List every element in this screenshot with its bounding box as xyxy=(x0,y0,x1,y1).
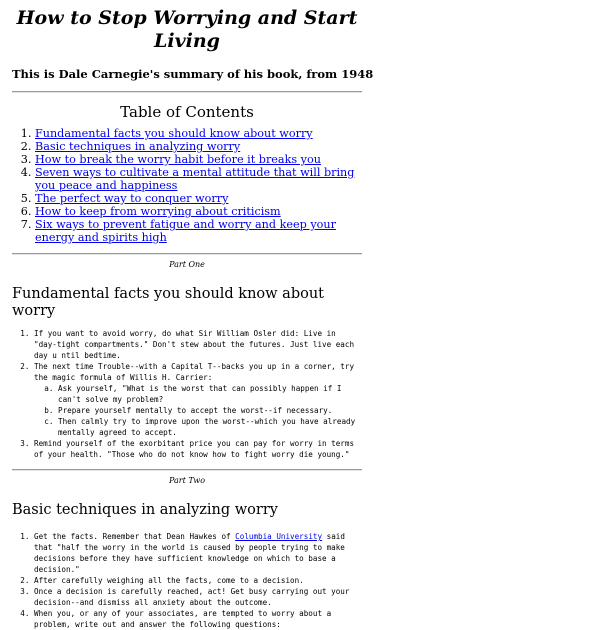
part-one-list xyxy=(12,328,362,460)
list-item-text: Get the facts. Remember that Dean Hawkes of xyxy=(34,532,236,541)
toc-link-1[interactable]: Fundamental facts you should know about worry xyxy=(35,127,313,140)
toc-list xyxy=(12,127,362,244)
page-title: How to Stop Worrying and Start Living xyxy=(16,7,358,52)
divider xyxy=(12,253,362,255)
toc-item xyxy=(35,127,362,140)
toc-link-4[interactable]: Seven ways to cultivate a mental attitude that will bring you peace and happiness xyxy=(35,166,355,192)
toc-link-5[interactable]: The perfect way to conquer worry xyxy=(35,192,229,205)
toc-link-6[interactable]: How to keep from worrying about criticism xyxy=(35,205,281,218)
divider xyxy=(12,91,362,93)
sub-list-item: c. Then calmly try to improve upon the worst--which you have already mentally agreed to accept. xyxy=(58,416,362,438)
toc-item xyxy=(35,140,362,153)
list-item: 3. Once a decision is carefully reached, act! Get busy carrying out your decision--and dismiss all anxiety about the outcome. xyxy=(34,586,362,608)
sub-list xyxy=(34,383,362,438)
part-two-label: Part Two xyxy=(168,476,206,485)
list-item xyxy=(34,361,362,438)
part-one-label: Part One xyxy=(169,260,205,269)
toc-item xyxy=(35,218,362,244)
list-item-text: The next time Trouble--with a Capital T--backs you up in a corner, try the magic formula of Willis H. Carrier: xyxy=(34,362,355,382)
sub-list-item: b. Prepare yourself mentally to accept the worst--if necessary. xyxy=(58,405,362,416)
list-item xyxy=(34,531,362,575)
toc-item xyxy=(35,205,362,218)
part-two-list xyxy=(12,531,362,630)
part-one-heading: Fundamental facts you should know about worry xyxy=(12,286,325,319)
list-item: 4. When you, or any of your associates, are tempted to worry about a problem, write out and answer the following questions: xyxy=(34,608,362,630)
columbia-university-link[interactable]: Columbia University xyxy=(235,532,323,541)
toc-item xyxy=(35,166,362,192)
toc-item xyxy=(35,192,362,205)
toc-link-7[interactable]: Six ways to prevent fatigue and worry and keep your energy and spirits high xyxy=(35,218,336,244)
list-item: 2. After carefully weighing all the facts, come to a decision. xyxy=(34,575,362,586)
toc-link-2[interactable]: Basic techniques in analyzing worry xyxy=(35,140,241,153)
toc-item xyxy=(35,153,362,166)
list-item: 1. If you want to avoid worry, do what Sir William Osler did: Live in "day-tight compartments." Don't stew about the futures. Just live each day u ntil bedtime. xyxy=(34,328,362,361)
sub-list-item: a. Ask yourself, "What is the worst that can possibly happen if I can't solve my problem? xyxy=(58,383,362,405)
page-subtitle: This is Dale Carnegie's summary of his book, from 1948 xyxy=(12,67,374,81)
divider xyxy=(12,469,362,471)
part-two-heading: Basic techniques in analyzing worry xyxy=(12,502,278,518)
list-item-text: said that "half the worry in the world is caused by people trying to make decisions before they have sufficient knowledge on which to base a decision." xyxy=(34,532,345,574)
toc-heading: Table of Contents xyxy=(120,103,254,121)
content-column xyxy=(12,0,374,630)
list-item: 3. Remind yourself of the exorbitant price you can pay for worry in terms of your health. "Those who do not know how to fight worry die young." xyxy=(34,438,362,460)
toc-link-3[interactable]: How to break the worry habit before it breaks you xyxy=(35,153,321,166)
